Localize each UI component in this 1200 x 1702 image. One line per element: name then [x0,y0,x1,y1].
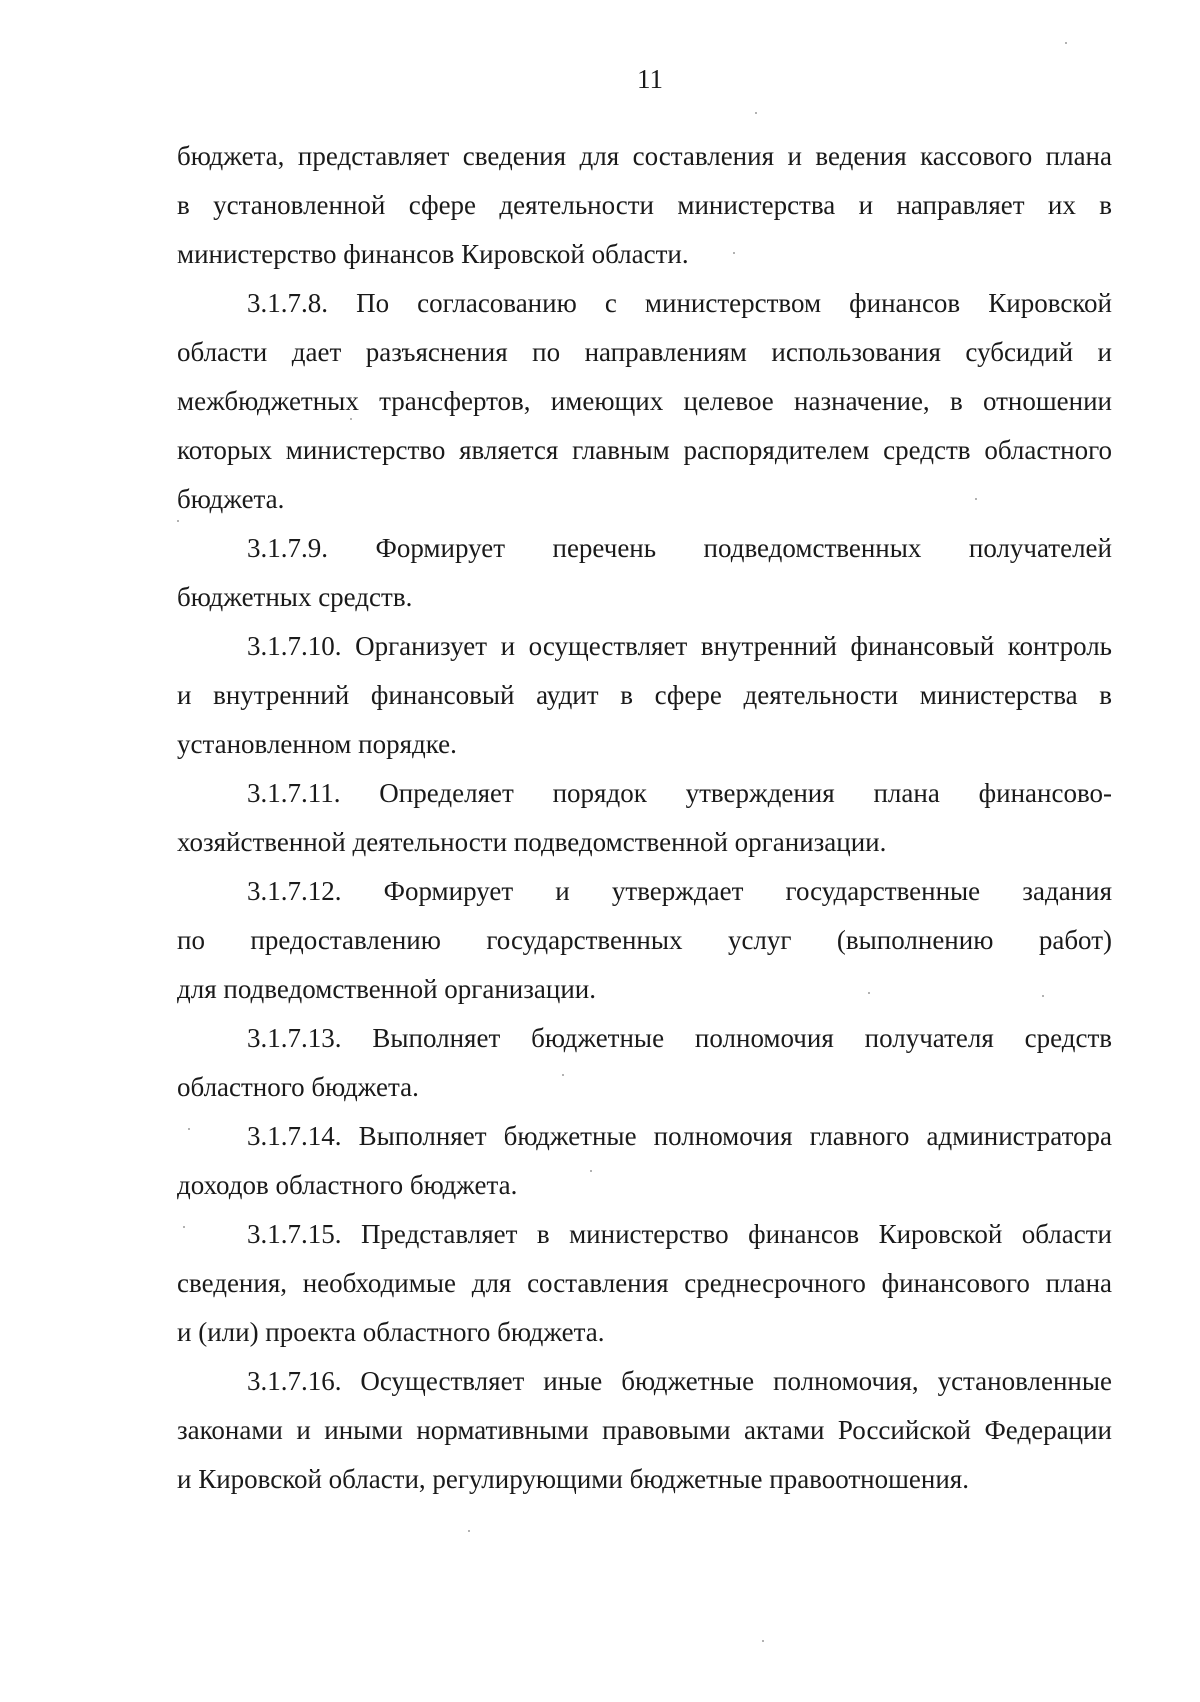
text-line: областного бюджета. [177,1072,419,1102]
scan-speck [1065,42,1067,44]
text-line: которых министерство является главным распорядителем средств областного [177,435,1112,465]
text-line: 3.1.7.10. Организует и осуществляет внутренний финансовый контроль [247,631,1112,661]
text-line: для подведомственной организации. [177,974,596,1004]
text-line: 3.1.7.15. Представляет в министерство финансов Кировской области [247,1219,1112,1249]
scan-speck [975,498,977,500]
scan-speck [590,1170,592,1172]
text-line: министерство финансов Кировской области. [177,239,689,269]
text-line: 3.1.7.12. Формирует и утверждает государственные задания [247,876,1112,906]
paragraph-3-1-7-15 [177,1210,1112,1357]
text-line: бюджета, представляет сведения для составления и ведения кассового плана [177,141,1112,171]
scan-speck [562,1074,564,1076]
scan-speck [1042,995,1044,997]
paragraph-3-1-7-10 [177,622,1112,769]
text-line: и Кировской области, регулирующими бюджетные правоотношения. [177,1464,969,1494]
text-line: и внутренний финансовый аудит в сфере деятельности министерства в [177,680,1112,710]
paragraph-3-1-7-9 [177,524,1112,622]
paragraph-3-1-7-13 [177,1014,1112,1112]
scan-speck [762,1640,764,1642]
scan-speck [177,520,179,522]
text-line: 3.1.7.11. Определяет порядок утверждения плана финансово- [247,778,1112,808]
text-line: межбюджетных трансфертов, имеющих целевое назначение, в отношении [177,386,1112,416]
text-line: хозяйственной деятельности подведомственной организации. [177,827,887,857]
text-line: 3.1.7.8. По согласованию с министерством финансов Кировской [247,288,1112,318]
text-line: сведения, необходимые для составления среднесрочного финансового плана [177,1268,1112,1298]
text-line: установленном порядке. [177,729,457,759]
text-line: области дает разъяснения по направлениям использования субсидий и [177,337,1112,367]
text-line: 3.1.7.9. Формирует перечень подведомственных получателей [247,533,1112,563]
text-line: 3.1.7.14. Выполняет бюджетные полномочия главного администратора [247,1121,1112,1151]
text-line: бюджетных средств. [177,582,413,612]
scan-speck [755,112,757,114]
paragraph-3-1-7-12 [177,867,1112,1014]
paragraph-3-1-7-11 [177,769,1112,867]
paragraph-3-1-7-8 [177,279,1112,524]
text-line: законами и иными нормативными правовыми актами Российской Федерации [177,1415,1112,1445]
scan-speck [183,1226,185,1228]
scan-speck [868,992,870,994]
paragraph-3-1-7-16 [177,1357,1112,1504]
paragraph-continuation [177,132,1112,279]
text-line: и (или) проекта областного бюджета. [177,1317,605,1347]
text-line: доходов областного бюджета. [177,1170,518,1200]
text-line: 3.1.7.13. Выполняет бюджетные полномочия получателя средств [247,1023,1112,1053]
scan-speck [350,418,352,420]
scan-speck [188,1128,190,1130]
text-line: в установленной сфере деятельности министерства и направляет их в [177,190,1112,220]
scan-speck [733,252,735,254]
scan-speck [468,1530,470,1532]
paragraph-3-1-7-14 [177,1112,1112,1210]
document-body [177,132,1112,1504]
page-number: 11 [637,64,663,94]
text-line: бюджета. [177,484,285,514]
text-line: по предоставлению государственных услуг (выполнению работ) [177,925,1112,955]
text-line: 3.1.7.16. Осуществляет иные бюджетные полномочия, установленные [247,1366,1112,1396]
